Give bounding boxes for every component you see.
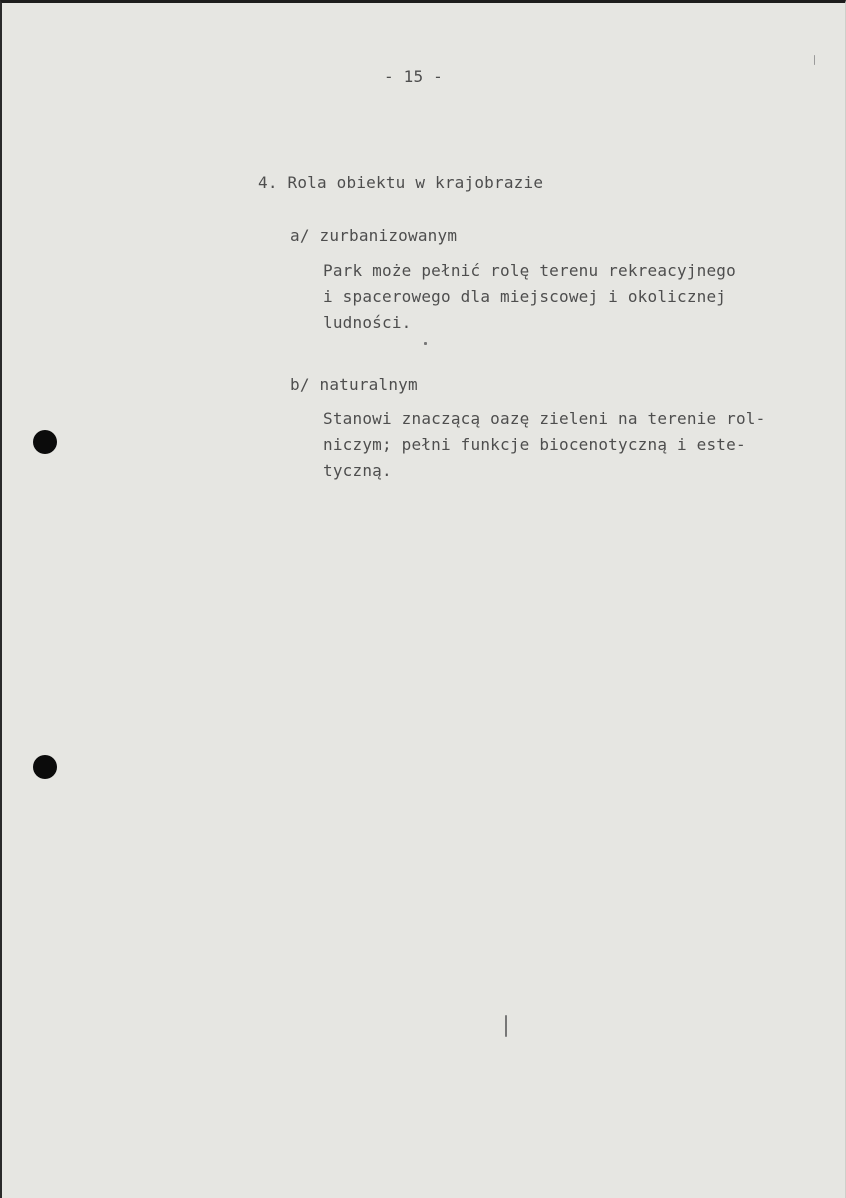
subsection-b-line-1: Stanowi znaczącą oazę zieleni na terenie rol- (323, 409, 766, 428)
subsection-a-line-3: ludności. (323, 313, 412, 332)
ink-speck (424, 342, 427, 345)
section-heading: 4. Rola obiektu w krajobrazie (258, 173, 544, 192)
page-number: - 15 - (384, 67, 443, 86)
subsection-b-line-3: tyczną. (323, 461, 392, 480)
subsection-b-line-2: niczym; pełni funkcje biocenotyczną i este- (323, 435, 746, 454)
paper-mark (814, 55, 815, 65)
ink-mark (505, 1015, 507, 1037)
subsection-label-a: a/ zurbanizowanym (290, 226, 458, 245)
punch-hole-lower (33, 755, 57, 779)
punch-hole-upper (33, 430, 57, 454)
subsection-a-line-2: i spacerowego dla miejscowej i okolicznej (323, 287, 727, 306)
subsection-label-b: b/ naturalnym (290, 375, 418, 394)
subsection-a-line-1: Park może pełnić rolę terenu rekreacyjnego (323, 261, 736, 280)
